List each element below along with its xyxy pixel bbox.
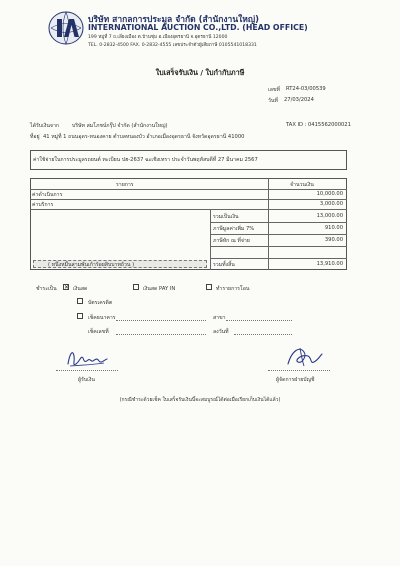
totals-divider bbox=[210, 258, 347, 259]
subtotal-amount: 13,000.00 bbox=[316, 213, 343, 219]
cheque-bank-label: เช็คธนาคาร bbox=[88, 315, 116, 321]
row-amount: 10,000.00 bbox=[316, 191, 343, 197]
table-row-divider bbox=[30, 209, 347, 210]
transfer-label: ทำรายการโอน bbox=[216, 286, 250, 292]
credit-card-checkbox[interactable] bbox=[77, 298, 83, 304]
subtotal-label: รวมเป็นเงิน bbox=[213, 214, 239, 220]
doc-no-value: RT24-03/00539 bbox=[286, 86, 326, 92]
cheque-date-field[interactable] bbox=[234, 334, 292, 335]
payin-checkbox[interactable] bbox=[133, 284, 139, 290]
transfer-checkbox[interactable] bbox=[206, 284, 212, 290]
doc-no-label: เลขที่ bbox=[268, 87, 280, 93]
customer-address: 41 หมู่ที่ 1 ถนนอุดร-หนองคาย ตำบลหนองบัว อำเภอเมืองอุดรธานี จังหวัดอุดรธานี 41000 bbox=[43, 134, 245, 140]
row-item: ค่าดำเนินการ bbox=[32, 192, 63, 198]
received-from-label: ได้รับเงินจาก bbox=[30, 123, 60, 129]
branch-field[interactable] bbox=[226, 320, 292, 321]
cheque-bank-field[interactable] bbox=[116, 320, 206, 321]
payin-label: เงินสด PAY IN bbox=[143, 286, 176, 292]
payment-label: ชำระเป็น bbox=[36, 286, 57, 292]
cheque-checkbox[interactable] bbox=[77, 313, 83, 319]
cheque-no-field[interactable] bbox=[116, 334, 206, 335]
company-contact: TEL. 0-2832-4500 FAX. 0-2832-4555 เลขประจำตัวผู้เสียภาษี 0105541018331 bbox=[88, 43, 257, 48]
totals-divider bbox=[210, 246, 347, 247]
company-address: 199 หมู่ที่ 7 ถ.เลี่ยงเมือง ต.บ้านชุ่ม อ.เมืองอุดรธานี จ.อุดรธานี 12000 bbox=[88, 35, 228, 40]
table-header-divider bbox=[30, 189, 347, 190]
doc-date-value: 27/03/2024 bbox=[284, 97, 314, 103]
grand-total-amount: 13,910.00 bbox=[316, 261, 343, 267]
table-row-divider bbox=[30, 199, 347, 200]
credit-card-label: บัตรเครดิต bbox=[88, 300, 113, 306]
branch-label: สาขา bbox=[213, 315, 226, 321]
company-name-th: บริษัท สากลการประมูล จำกัด (สำนักงานใหญ่) bbox=[88, 15, 260, 25]
withholding-amount: 390.00 bbox=[324, 237, 343, 243]
tax-id-label: TAX ID : bbox=[286, 122, 307, 128]
address-label: ที่อยู่ bbox=[30, 134, 40, 140]
document-title: ใบเสร็จรับเงิน / ใบกำกับภาษี bbox=[155, 68, 245, 77]
authorized-label: ผู้จัดการฝ่ายบัญชี bbox=[276, 377, 315, 383]
receiver-signature-icon bbox=[64, 346, 110, 370]
doc-date-label: วันที่ bbox=[268, 98, 278, 104]
totals-label-divider bbox=[210, 209, 211, 270]
company-name-en: INTERNATIONAL AUCTION CO.,LTD. (HEAD OFFICE) bbox=[88, 23, 308, 32]
cash-checkbox[interactable]: ✕ bbox=[64, 284, 70, 291]
vat-amount: 910.00 bbox=[324, 225, 343, 231]
authorized-signature-icon bbox=[280, 342, 326, 370]
description-text: ค่าใช้จ่ายในการประมูลรถยนต์ ทะเบียน ปฮ-2637 ฉะเชิงเทรา ประจำวันพฤหัสบดีที่ 27 มีนาคม 2567 bbox=[33, 157, 258, 163]
authorized-sign-line bbox=[268, 370, 330, 371]
totals-divider bbox=[210, 234, 347, 235]
withholding-label: ภาษีหัก ณ ที่จ่าย bbox=[213, 238, 250, 244]
cheque-date-label: ลงวันที่ bbox=[213, 329, 229, 335]
tax-id-value: 0415562000021 bbox=[308, 122, 351, 128]
col-header-amount: จำนวนเงิน bbox=[290, 182, 314, 188]
table-col-divider bbox=[268, 178, 269, 270]
row-amount: 3,000.00 bbox=[319, 201, 343, 207]
receiver-sign-line bbox=[56, 370, 118, 371]
vat-label: ภาษีมูลค่าเพิ่ม 7% bbox=[213, 226, 255, 232]
col-header-item: รายการ bbox=[116, 182, 134, 188]
company-logo-icon bbox=[48, 10, 84, 46]
amount-in-words: ( หนึ่งหมื่นสามพันเก้าร้อยสิบบาทถ้วน ) bbox=[48, 262, 135, 268]
totals-divider bbox=[210, 222, 347, 223]
row-item: ค่าบริการ bbox=[32, 202, 54, 208]
customer-name: บริษัท สมโภชน์กรุ๊ป จำกัด (สำนักงานใหญ่) bbox=[72, 123, 168, 129]
footer-note: (กรณีชำระด้วยเช็ค ใบเสร็จรับเงินนี้จะสมบูรณ์ได้ต่อเมื่อเรียกเก็บเงินได้แล้ว) bbox=[119, 397, 281, 403]
grand-total-label: รวมทั้งสิ้น bbox=[213, 262, 235, 268]
cheque-no-label: เช็คเลขที่ bbox=[88, 329, 109, 335]
receiver-label: ผู้รับเงิน bbox=[78, 377, 95, 383]
cash-label: เงินสด bbox=[73, 286, 88, 292]
